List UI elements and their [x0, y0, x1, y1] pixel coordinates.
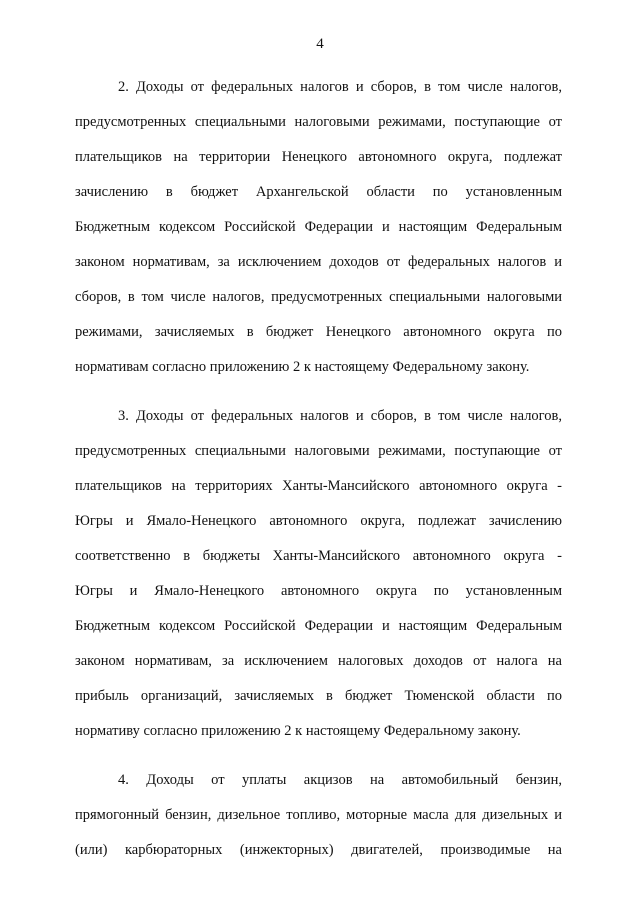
text-line: Бюджетным кодексом Российской Федерации и настоящим Федеральным	[75, 219, 562, 235]
text-line: Югры и Ямало-Ненецкого автономного округа по установленным	[75, 583, 562, 599]
text-line: нормативу согласно приложению 2 к настоящему Федеральному закону.	[75, 723, 521, 739]
text-line: Бюджетным кодексом Российской Федерации и настоящим Федеральным	[75, 618, 562, 634]
text-line: сборов, в том числе налогов, предусмотренных специальными налоговыми	[75, 289, 562, 305]
text-line: 3. Доходы от федеральных налогов и сборов, в том числе налогов,	[118, 408, 562, 424]
text-line: плательщиков на территории Ненецкого автономного округа, подлежат	[75, 149, 562, 165]
text-line: предусмотренных специальными налоговыми режимами, поступающие от	[75, 114, 562, 130]
text-line: нормативам согласно приложению 2 к настоящему Федеральному закону.	[75, 359, 530, 375]
text-line: 2. Доходы от федеральных налогов и сборов, в том числе налогов,	[118, 79, 562, 95]
text-line: прибыль организаций, зачисляемых в бюджет Тюменской области по	[75, 688, 562, 704]
text-line: Югры и Ямало-Ненецкого автономного округа, подлежат зачислению	[75, 513, 562, 529]
text-line: законом нормативам, за исключением налоговых доходов от налога на	[75, 653, 562, 669]
paragraph-3	[75, 763, 562, 868]
text-line: зачислению в бюджет Архангельской области по установленным	[75, 184, 562, 200]
paragraph-2	[75, 399, 562, 749]
text-line: законом нормативам, за исключением доходов от федеральных налогов и	[75, 254, 562, 270]
document-body	[75, 70, 562, 882]
page-number: 4	[316, 36, 324, 52]
text-line: прямогонный бензин, дизельное топливо, моторные масла для дизельных и	[75, 807, 562, 823]
text-line: (или) карбюраторных (инжекторных) двигателей, производимые на	[75, 842, 562, 858]
text-line: 4. Доходы от уплаты акцизов на автомобильный бензин,	[118, 772, 562, 788]
text-line: соответственно в бюджеты Ханты-Мансийского автономного округа -	[75, 548, 562, 564]
text-line: предусмотренных специальными налоговыми режимами, поступающие от	[75, 443, 562, 459]
text-line: плательщиков на территориях Ханты-Мансийского автономного округа -	[75, 478, 562, 494]
text-line: режимами, зачисляемых в бюджет Ненецкого автономного округа по	[75, 324, 562, 340]
paragraph-1	[75, 70, 562, 385]
